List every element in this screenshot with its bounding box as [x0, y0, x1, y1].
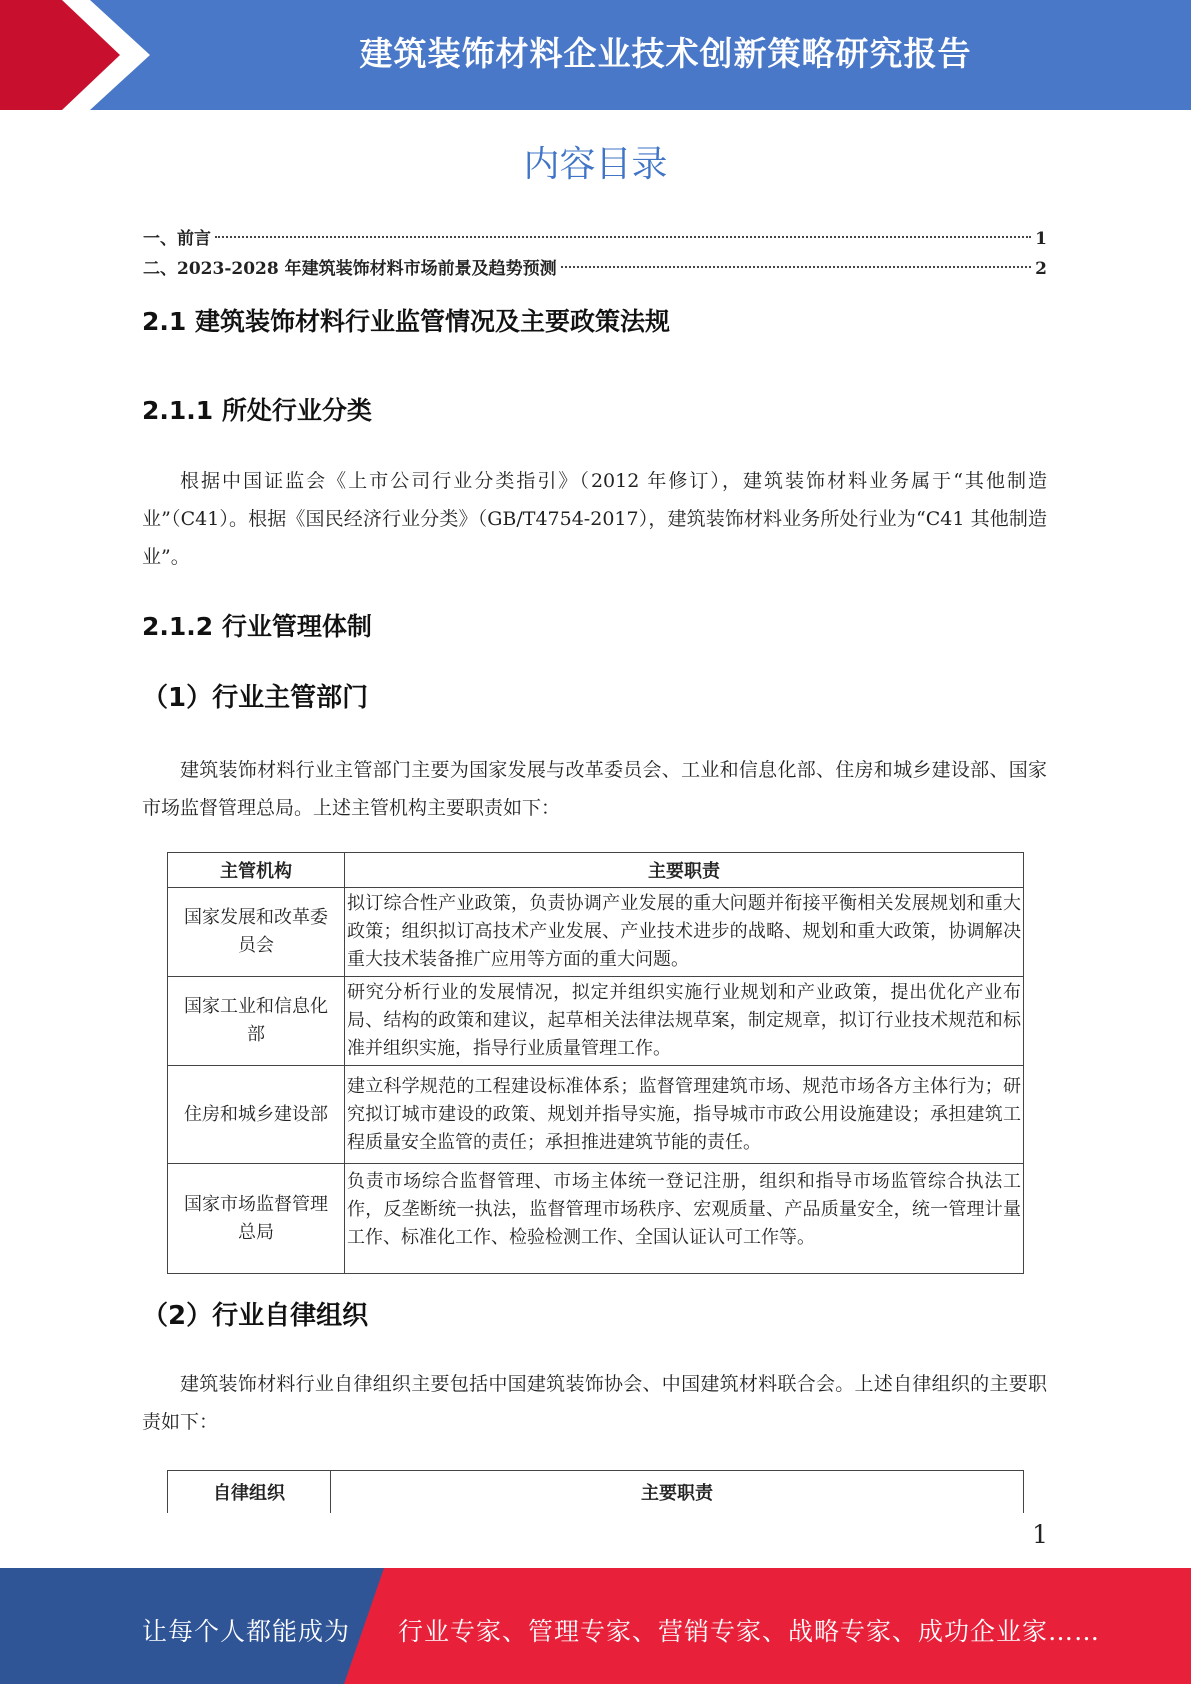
- table-cell-duty: 研究分析行业的发展情况，拟定并组织实施行业规划和产业政策，提出优化产业布局、结构的政策和建议，起草相关法律法规草案，制定规章，拟订行业技术规范和标准并组织实施，指导行业质量管理工作。: [345, 977, 1024, 1066]
- subheading-self-regulatory: （2）行业自律组织: [142, 1301, 369, 1331]
- table-row: [168, 888, 1024, 977]
- footer-slogan-left: 让每个人都能成为: [142, 1617, 351, 1646]
- table-cell-org: 住房和城乡建设部: [168, 1066, 345, 1164]
- toc-entry[interactable]: [143, 224, 1047, 254]
- toc-entry[interactable]: [143, 254, 1047, 284]
- table-cell-org: 国家市场监督管理总局: [168, 1164, 345, 1274]
- toc-entry-page: 1: [1035, 229, 1047, 249]
- subheading-regulators: （1）行业主管部门: [142, 683, 369, 713]
- table-header-row: [168, 1471, 1024, 1514]
- table-cell-duty: 建立科学规范的工程建设标准体系；监督管理建筑市场、规范市场各方主体行为；研究拟订城市建设的政策、规划并指导实施，指导城市市政公用设施建设；承担建筑工程质量安全监管的责任；承担推进建筑节能的责任。: [345, 1066, 1024, 1164]
- report-title: 建筑装饰材料企业技术创新策略研究报告: [359, 34, 972, 73]
- self-regulatory-table: [167, 1470, 1024, 1513]
- table-cell-org: 国家发展和改革委员会: [168, 888, 345, 977]
- table-cell-duty: 拟订综合性产业政策，负责协调产业发展的重大问题并衔接平衡相关发展规划和重大政策；组织拟订高技术产业发展、产业技术进步的战略、规划和重大政策，协调解决重大技术装备推广应用等方面的重大问题。: [345, 888, 1024, 977]
- table-header-cell: 主要职责: [331, 1471, 1024, 1514]
- table-row: [168, 977, 1024, 1066]
- regulators-table: [167, 852, 1024, 1274]
- section-heading-2-1-1: 2.1.1 所处行业分类: [142, 396, 372, 425]
- table-header-cell: 自律组织: [168, 1471, 331, 1514]
- footer-banner: [0, 1568, 1191, 1684]
- toc-heading: 内容目录: [523, 144, 668, 185]
- header-banner: [0, 0, 1191, 110]
- page-number: 1: [1032, 1520, 1048, 1549]
- table-row: [168, 1164, 1024, 1274]
- footer-slogan-right: 行业专家、管理专家、营销专家、战略专家、成功企业家……: [398, 1617, 1101, 1646]
- paragraph-regulators: 建筑装饰材料行业主管部门主要为国家发展与改革委员会、工业和信息化部、住房和城乡建设部、国家市场监督管理总局。上述主管机构主要职责如下：: [142, 759, 1047, 819]
- toc-leader-dots: [215, 236, 1031, 238]
- table-row: [168, 1066, 1024, 1164]
- toc-entry-label: 二、2023-2028 年建筑装饰材料市场前景及趋势预测: [143, 259, 557, 279]
- toc-entry-label: 一、前言: [143, 229, 211, 249]
- paragraph-self-regulatory: 建筑装饰材料行业自律组织主要包括中国建筑装饰协会、中国建筑材料联合会。上述自律组织的主要职责如下：: [142, 1373, 1047, 1433]
- section-heading-2-1-2: 2.1.2 行业管理体制: [142, 612, 372, 641]
- table-cell-duty: 负责市场综合监督管理、市场主体统一登记注册，组织和指导市场监管综合执法工作，反垄断统一执法，监督管理市场秩序、宏观质量、产品质量安全，统一管理计量工作、标准化工作、检验检测工作、全国认证认可工作等。: [345, 1164, 1024, 1274]
- table-header-cell: 主管机构: [168, 853, 345, 888]
- toc-leader-dots: [561, 266, 1032, 268]
- toc-entry-page: 2: [1035, 259, 1047, 279]
- table-cell-org: 国家工业和信息化部: [168, 977, 345, 1066]
- section-heading-2-1: 2.1 建筑装饰材料行业监管情况及主要政策法规: [142, 307, 670, 336]
- table-header-row: [168, 853, 1024, 888]
- paragraph-industry-classification: 根据中国证监会《上市公司行业分类指引》（2012 年修订），建筑装饰材料业务属于“其他制造业”（C41）。根据《国民经济行业分类》（GB/T4754-2017），建筑装饰材料业务所处行业为“C41 其他制造业”。: [142, 470, 1047, 568]
- table-of-contents: [143, 224, 1047, 284]
- table-header-cell: 主要职责: [345, 853, 1024, 888]
